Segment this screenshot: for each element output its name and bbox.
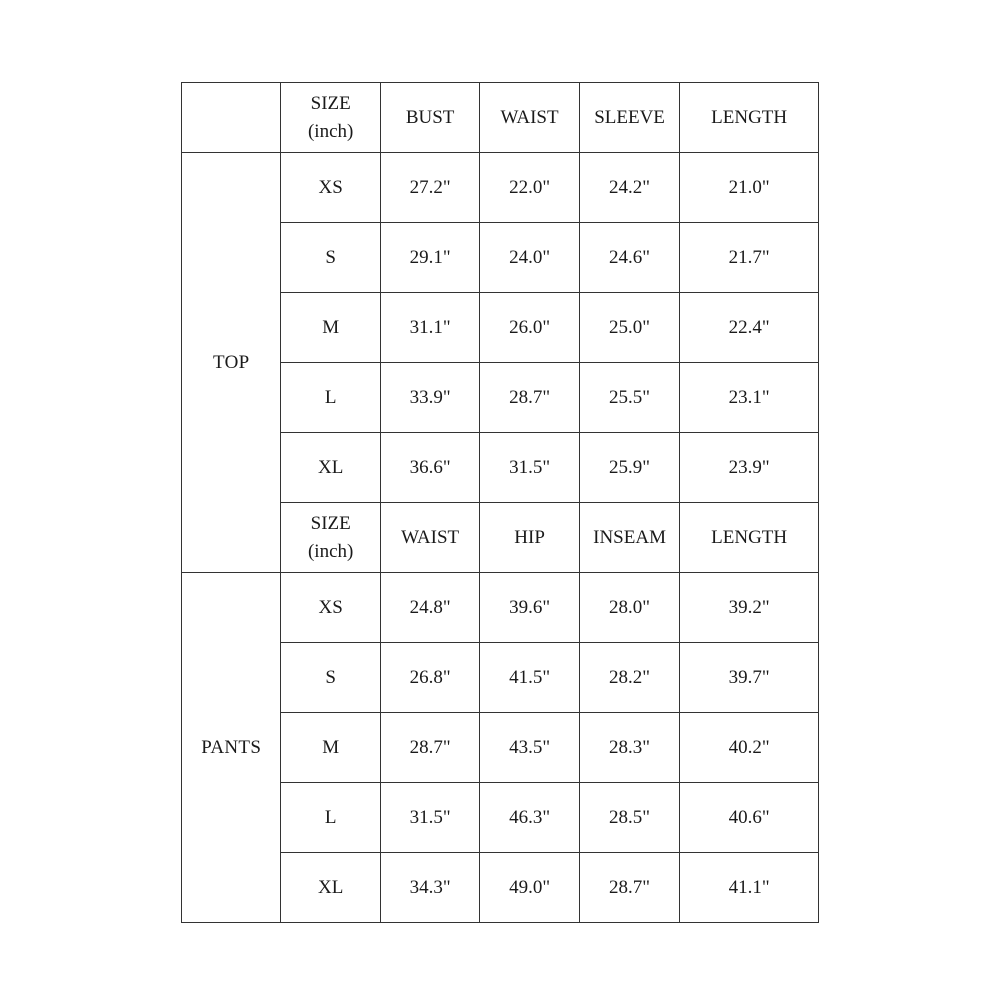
value-cell: 22.4" (680, 293, 819, 363)
size-header-line2: (inch) (307, 540, 354, 562)
value-cell: 40.2" (680, 713, 819, 783)
value-cell: 28.7" (480, 363, 579, 433)
value-cell: 24.0" (480, 223, 579, 293)
top-header-row (182, 83, 819, 153)
value-cell: 41.5" (480, 643, 579, 713)
table-row (182, 153, 819, 223)
value-cell: 26.8" (380, 643, 479, 713)
value-cell: 25.0" (579, 293, 679, 363)
value-cell: 46.3" (480, 783, 579, 853)
value-cell: 26.0" (480, 293, 579, 363)
pants-waist-header: WAIST (380, 503, 479, 573)
value-cell: 39.2" (680, 573, 819, 643)
size-cell: XS (281, 573, 380, 643)
value-cell: 27.2" (380, 153, 479, 223)
value-cell: 28.7" (380, 713, 479, 783)
size-cell: XL (281, 433, 380, 503)
value-cell: 23.9" (680, 433, 819, 503)
size-header-line2: (inch) (307, 120, 354, 142)
value-cell: 29.1" (380, 223, 479, 293)
size-cell: M (281, 713, 380, 783)
value-cell: 24.2" (579, 153, 679, 223)
pants-section-label: PANTS (182, 573, 281, 923)
value-cell: 31.5" (380, 783, 479, 853)
pants-hip-header: HIP (480, 503, 579, 573)
value-cell: 28.3" (579, 713, 679, 783)
top-section-label: TOP (182, 153, 281, 573)
value-cell: 28.7" (579, 853, 679, 923)
value-cell: 21.7" (680, 223, 819, 293)
top-sleeve-header: SLEEVE (579, 83, 679, 153)
top-bust-header: BUST (380, 83, 479, 153)
pants-size-header (281, 503, 380, 573)
value-cell: 40.6" (680, 783, 819, 853)
pants-length-header: LENGTH (680, 503, 819, 573)
size-cell: S (281, 223, 380, 293)
top-waist-header: WAIST (480, 83, 579, 153)
value-cell: 28.5" (579, 783, 679, 853)
top-length-header: LENGTH (680, 83, 819, 153)
size-header-line1: SIZE (310, 92, 351, 114)
pants-inseam-header: INSEAM (579, 503, 679, 573)
value-cell: 28.0" (579, 573, 679, 643)
value-cell: 43.5" (480, 713, 579, 783)
size-cell: S (281, 643, 380, 713)
value-cell: 25.5" (579, 363, 679, 433)
value-cell: 36.6" (380, 433, 479, 503)
corner-empty-cell (182, 83, 281, 153)
value-cell: 33.9" (380, 363, 479, 433)
value-cell: 25.9" (579, 433, 679, 503)
size-cell: M (281, 293, 380, 363)
value-cell: 31.1" (380, 293, 479, 363)
top-size-header (281, 83, 380, 153)
size-cell: L (281, 363, 380, 433)
size-cell: XL (281, 853, 380, 923)
size-cell: XS (281, 153, 380, 223)
value-cell: 23.1" (680, 363, 819, 433)
size-chart-table (181, 82, 819, 923)
value-cell: 34.3" (380, 853, 479, 923)
value-cell: 39.7" (680, 643, 819, 713)
size-header-line1: SIZE (310, 512, 351, 534)
value-cell: 39.6" (480, 573, 579, 643)
size-cell: L (281, 783, 380, 853)
value-cell: 41.1" (680, 853, 819, 923)
value-cell: 49.0" (480, 853, 579, 923)
table-row (182, 573, 819, 643)
value-cell: 24.6" (579, 223, 679, 293)
value-cell: 31.5" (480, 433, 579, 503)
value-cell: 21.0" (680, 153, 819, 223)
value-cell: 24.8" (380, 573, 479, 643)
value-cell: 28.2" (579, 643, 679, 713)
value-cell: 22.0" (480, 153, 579, 223)
